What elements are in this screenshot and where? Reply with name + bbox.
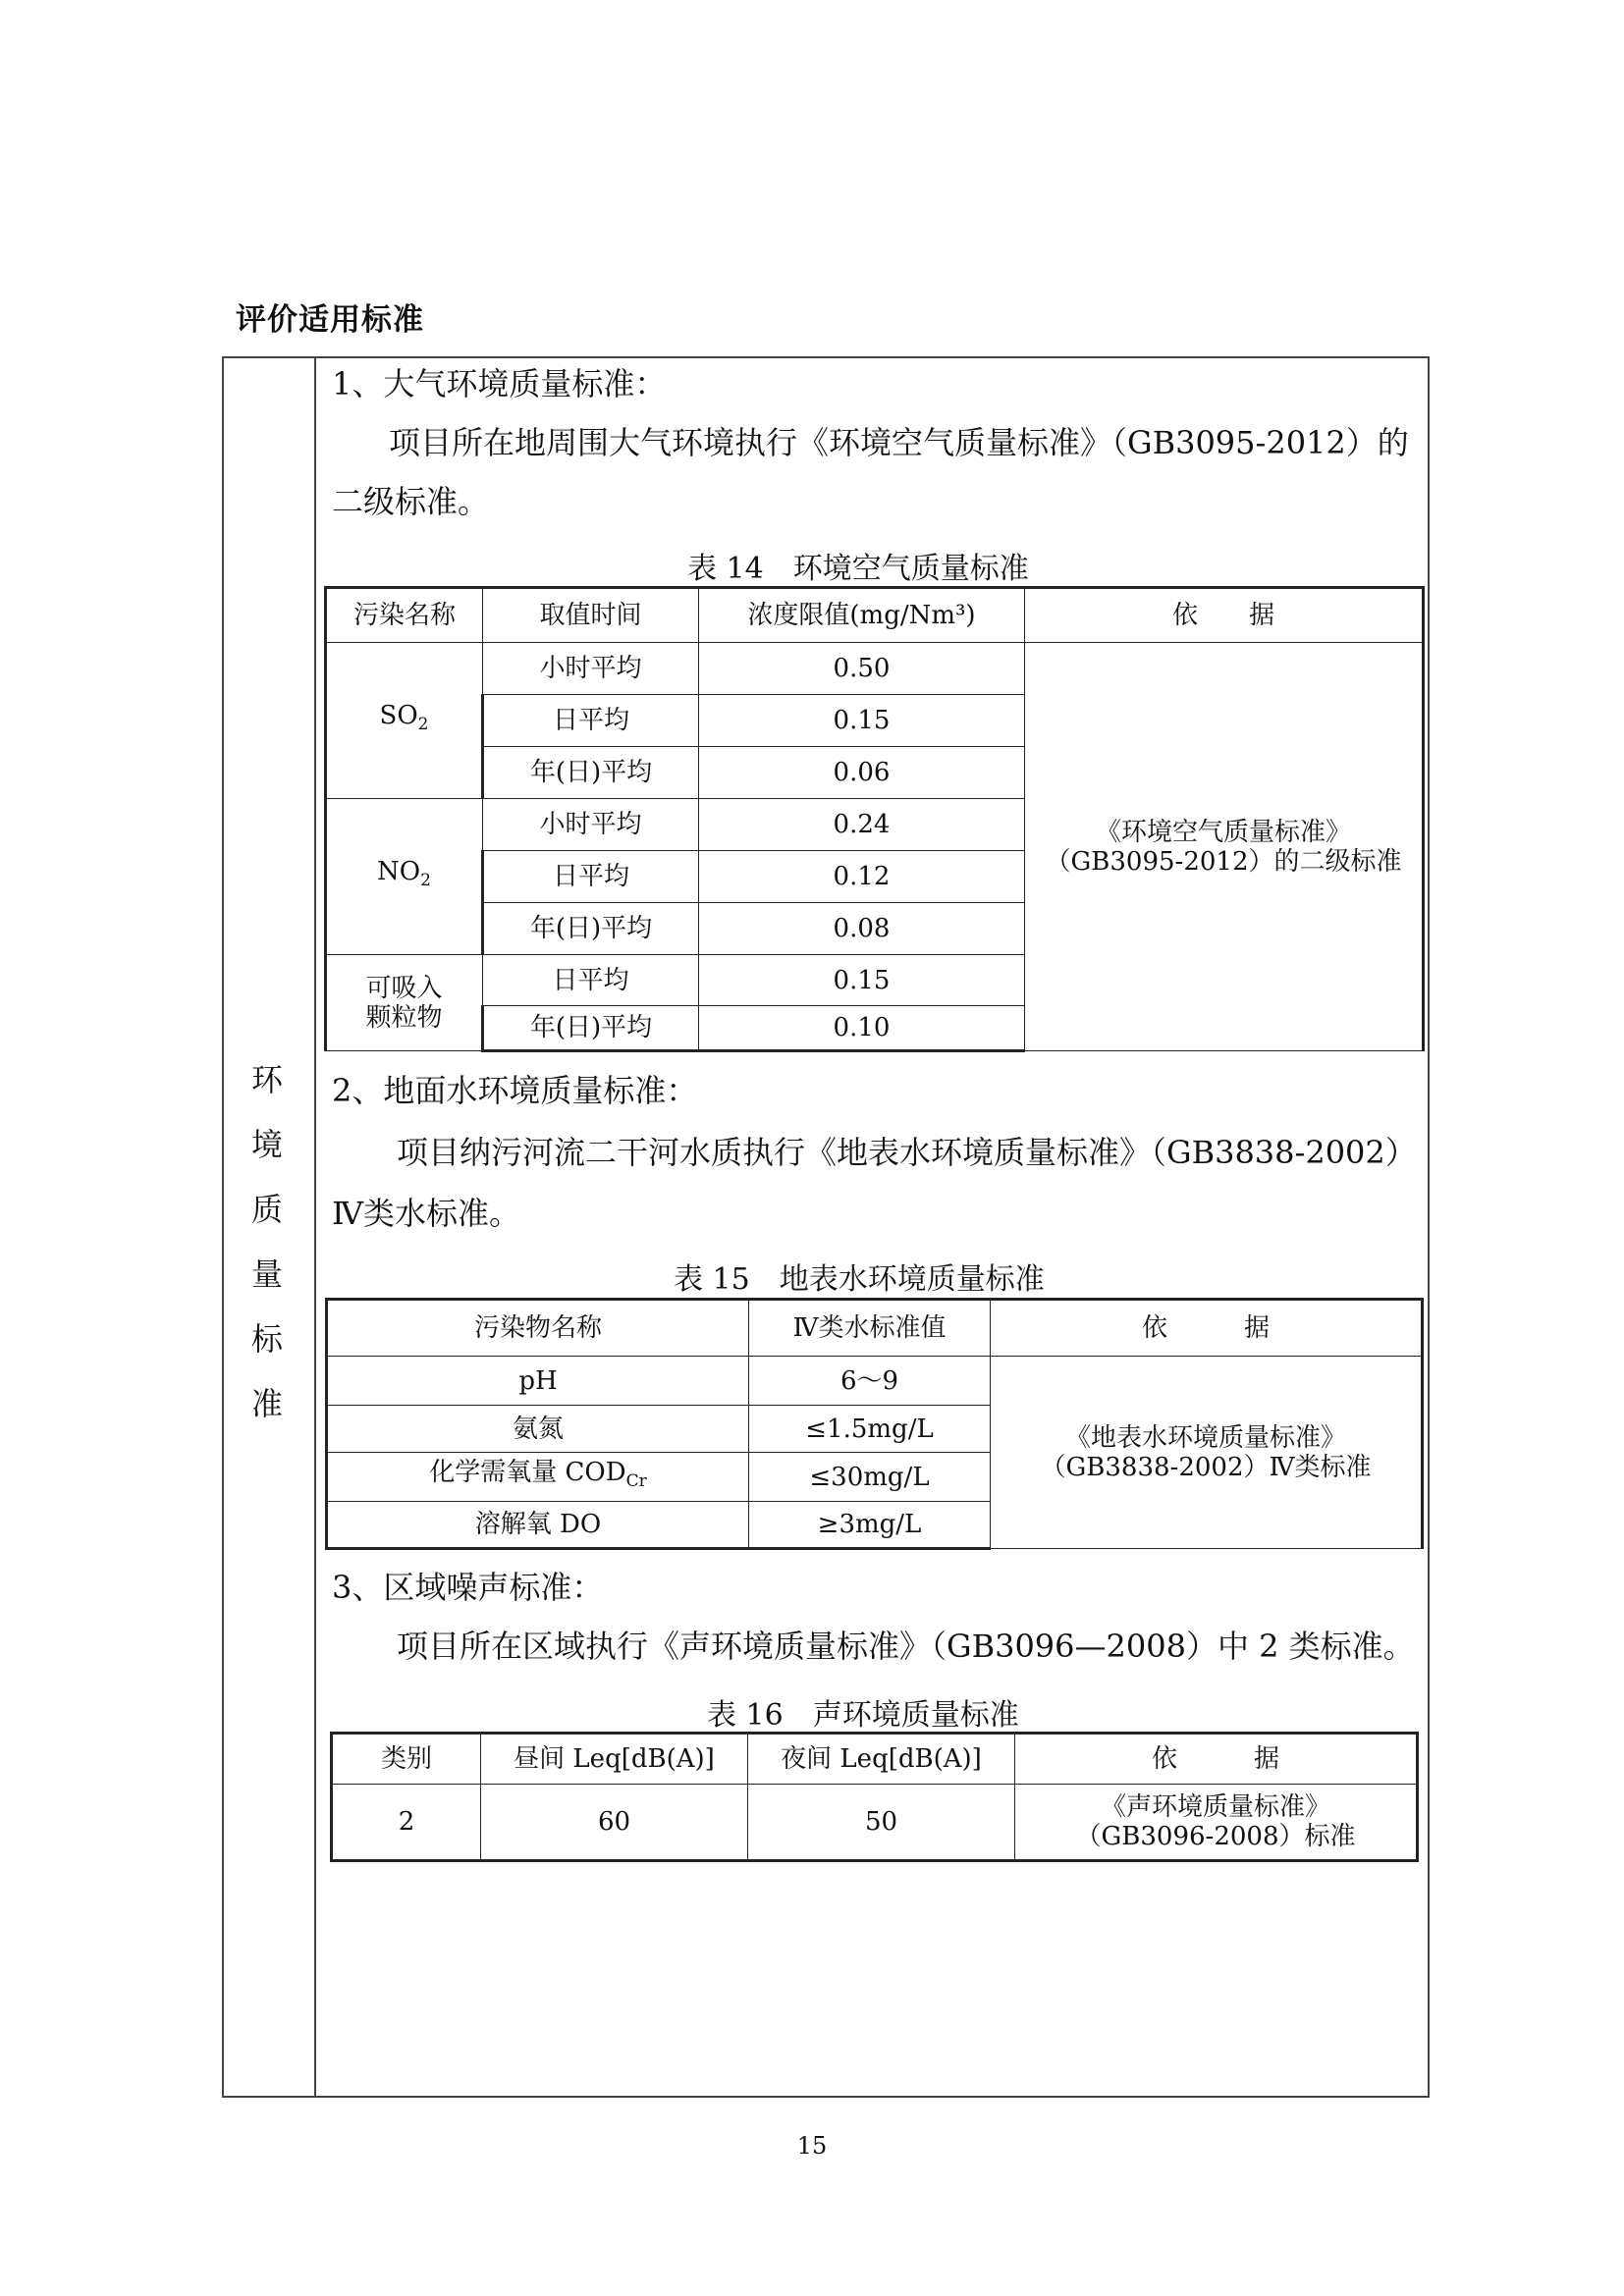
pollutant-name: NO bbox=[377, 857, 421, 887]
side-label-char: 标 bbox=[250, 1320, 283, 1358]
page-heading: 评价适用标准 bbox=[236, 302, 424, 338]
section3-body-line1: 项目所在区域执行《声环境质量标准》（GB3096—2008）中 2 类标准。 bbox=[397, 1628, 1415, 1665]
pollutant-name-line2: 颗粒物 bbox=[365, 1002, 443, 1033]
pollutant-cell bbox=[326, 955, 483, 1051]
pollutant-subscript: Cr bbox=[625, 1471, 647, 1492]
pollutant-cell: pH bbox=[327, 1357, 749, 1406]
time-cell: 年(日)平均 bbox=[483, 747, 699, 799]
basis-line1: 《地表水环境质量标准》 bbox=[1064, 1422, 1346, 1453]
section3-title: 3、区域噪声标准： bbox=[332, 1569, 604, 1606]
section1-title: 1、大气环境质量标准： bbox=[332, 365, 667, 402]
header-cell: 夜间 Leq[dB(A)] bbox=[748, 1734, 1015, 1785]
section1-body-line2: 二级标准。 bbox=[332, 483, 490, 520]
side-label-char: 环 bbox=[250, 1061, 283, 1098]
value-cell: 0.06 bbox=[699, 747, 1025, 799]
table15-caption: 表 15 地表水环境质量标准 bbox=[674, 1262, 1045, 1297]
basis-line1: 《环境空气质量标准》 bbox=[1095, 817, 1351, 847]
side-label-char: 量 bbox=[250, 1255, 283, 1293]
time-cell: 小时平均 bbox=[483, 643, 699, 695]
pollutant-cell: 溶解氧 DO bbox=[327, 1502, 749, 1549]
value-cell: 0.15 bbox=[699, 695, 1025, 747]
pollutant-cell: 氨氮 bbox=[327, 1406, 749, 1453]
noise-table bbox=[330, 1732, 1419, 1862]
day-value-cell: 60 bbox=[481, 1785, 748, 1861]
air-quality-table bbox=[324, 586, 1425, 1052]
value-cell: ≤1.5mg/L bbox=[749, 1406, 991, 1453]
section1-body-line1: 项目所在地周围大气环境执行《环境空气质量标准》（GB3095-2012）的 bbox=[389, 424, 1409, 461]
pollutant-cell bbox=[327, 1453, 749, 1502]
section2-body-line1: 项目纳污河流二干河水质执行《地表水环境质量标准》（GB3838-2002） bbox=[397, 1134, 1417, 1171]
pollutant-cell bbox=[326, 643, 483, 799]
value-cell: ≥3mg/L bbox=[749, 1502, 991, 1549]
time-cell: 年(日)平均 bbox=[483, 1006, 699, 1051]
value-cell: 0.24 bbox=[699, 799, 1025, 851]
header-cell: 污染物名称 bbox=[327, 1300, 749, 1357]
pollutant-name-line1: 可吸入 bbox=[365, 973, 443, 1003]
surface-water-table bbox=[325, 1298, 1424, 1550]
page-number: 15 bbox=[796, 2132, 828, 2160]
basis-line2: （GB3096-2008）标准 bbox=[1075, 1822, 1356, 1851]
header-cell: 类别 bbox=[332, 1734, 481, 1785]
category-cell: 2 bbox=[332, 1785, 481, 1861]
header-cell: Ⅳ类水标准值 bbox=[749, 1300, 991, 1357]
header-cell: 浓度限值(mg/Nm³) bbox=[699, 588, 1025, 643]
value-cell: 0.08 bbox=[699, 903, 1025, 955]
table14-caption: 表 14 环境空气质量标准 bbox=[687, 552, 1029, 586]
pollutant-subscript: 2 bbox=[417, 715, 429, 735]
basis-line2: （GB3838-2002）Ⅳ类标准 bbox=[1040, 1452, 1372, 1482]
time-cell: 日平均 bbox=[483, 955, 699, 1006]
time-cell: 日平均 bbox=[483, 851, 699, 903]
section2-body-line2: Ⅳ类水标准。 bbox=[332, 1195, 520, 1232]
header-cell: 昼间 Leq[dB(A)] bbox=[481, 1734, 748, 1785]
basis-cell bbox=[991, 1357, 1423, 1549]
basis-cell bbox=[1025, 643, 1424, 1051]
side-label-char: 质 bbox=[250, 1191, 283, 1228]
header-cell: 取值时间 bbox=[483, 588, 699, 643]
value-cell: 6～9 bbox=[749, 1357, 991, 1406]
time-cell: 日平均 bbox=[483, 695, 699, 747]
time-cell: 年(日)平均 bbox=[483, 903, 699, 955]
basis-line2: （GB3095-2012）的二级标准 bbox=[1045, 846, 1402, 877]
basis-cell bbox=[1015, 1785, 1418, 1861]
table16-caption: 表 16 声环境质量标准 bbox=[707, 1698, 1019, 1733]
pollutant-cell bbox=[326, 799, 483, 955]
value-cell: 0.12 bbox=[699, 851, 1025, 903]
section2-title: 2、地面水环境质量标准： bbox=[332, 1072, 698, 1109]
header-cell: 依 据 bbox=[1015, 1734, 1418, 1785]
header-cell: 污染名称 bbox=[326, 588, 483, 643]
time-cell: 小时平均 bbox=[483, 799, 699, 851]
night-value-cell: 50 bbox=[748, 1785, 1015, 1861]
pollutant-subscript: 2 bbox=[420, 871, 431, 891]
header-cell: 依 据 bbox=[1025, 588, 1424, 643]
pollutant-name: SO bbox=[379, 701, 418, 731]
side-label-char: 境 bbox=[250, 1126, 283, 1163]
side-label-char: 准 bbox=[250, 1385, 283, 1422]
value-cell: 0.10 bbox=[699, 1006, 1025, 1051]
pollutant-name: 化学需氧量 COD bbox=[429, 1457, 626, 1487]
basis-line1: 《声环境质量标准》 bbox=[1100, 1792, 1330, 1822]
header-cell: 依 据 bbox=[991, 1300, 1423, 1357]
value-cell: 0.15 bbox=[699, 955, 1025, 1006]
value-cell: ≤30mg/L bbox=[749, 1453, 991, 1502]
value-cell: 0.50 bbox=[699, 643, 1025, 695]
frame-divider bbox=[314, 356, 316, 2098]
